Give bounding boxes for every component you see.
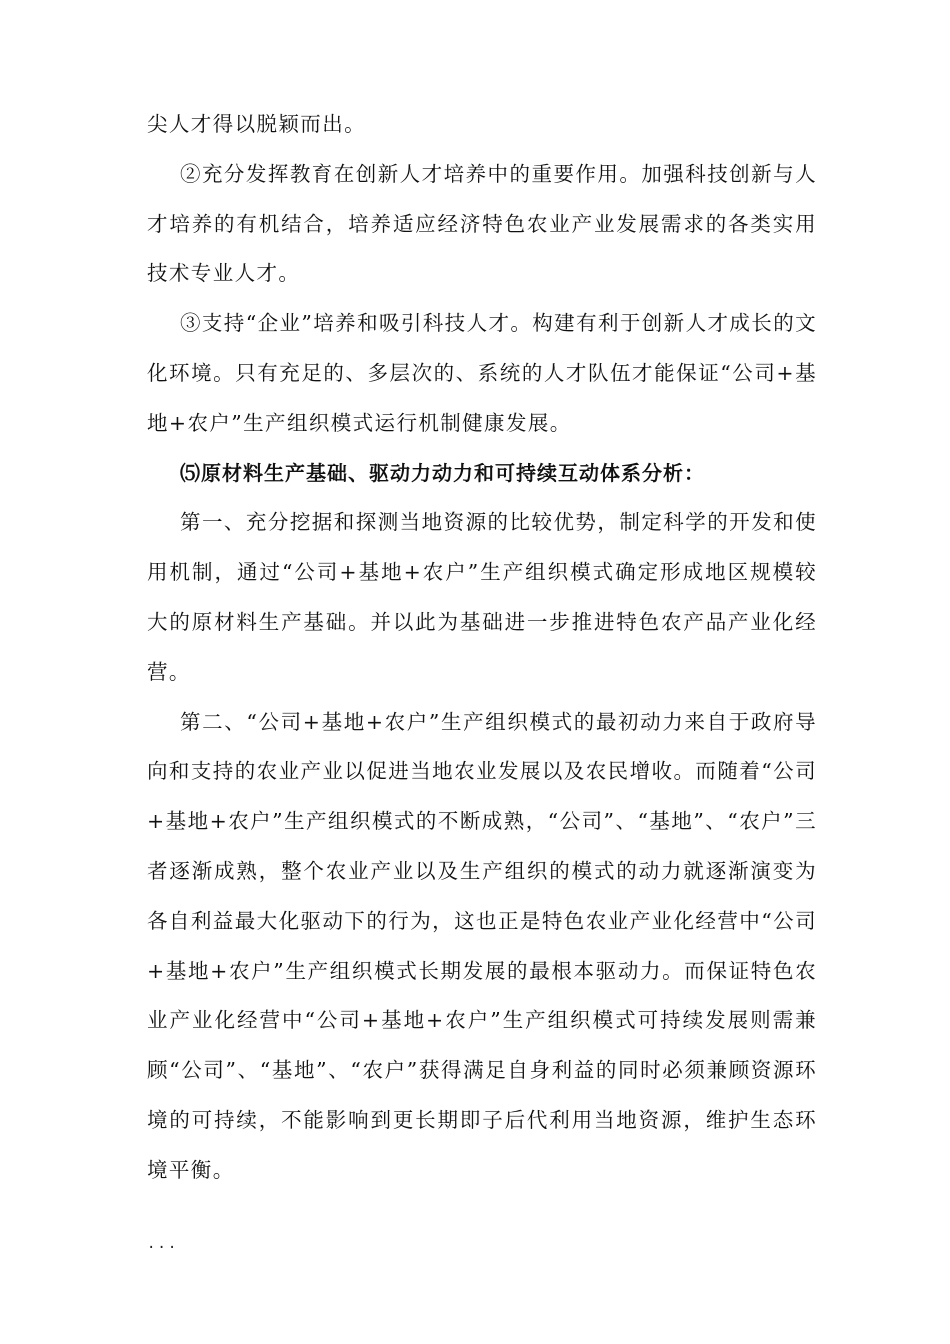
paragraph-second: 第二、“公司+基地+农户”生产组织模式的最初动力来自于政府导向和支持的农业产业以促进当地农业发展以及农民增收。而随着“公司+基地+农户”生产组织模式的不断成熟，“公司”、“基地”、“农户”三者逐渐成熟，整个农业产业以及生产组织的模式的动力就逐渐演变为各自利益最大化驱动下的行为，这也正是特色农业产业化经营中“公司+基地+农户”生产组织模式长期发展的最根本驱动力。而保证特色农业产业化经营中“公司+基地+农户”生产组织模式可持续发展则需兼顾“公司”、“基地”、“农户”获得满足自身利益的同时必须兼顾资源环境的可持续，不能影响到更长期即子后代利用当地资源，维护生态环境平衡。 [147, 709, 817, 1182]
paragraph-continuation: 尖人才得以脱颖而出。 [147, 112, 366, 136]
footer-mark: ... [147, 1236, 179, 1252]
paragraph-enterprise-talent: ③支持“企业”培养和吸引科技人才。构建有利于创新人才成长的文化环境。只有充足的、多层次的、系统的人才队伍才能保证“公司+基地+农户”生产组织模式运行机制健康发展。 [147, 311, 817, 435]
paragraph-education-role: ②充分发挥教育在创新人才培养中的重要作用。加强科技创新与人才培养的有机结合，培养适应经济特色农业产业发展需求的各类实用技术专业人才。 [147, 161, 817, 286]
document-body [147, 100, 817, 1196]
section-heading: ⑸原材料生产基础、驱动力动力和可持续互动体系分析： [180, 460, 705, 485]
paragraph-first: 第一、充分挖据和探测当地资源的比较优势，制定科学的开发和使用机制，通过“公司+基地+农户”生产组织模式确定形成地区规模较大的原材料生产基础。并以此为基础进一步推进特色农产品产业化经营。 [147, 510, 817, 684]
